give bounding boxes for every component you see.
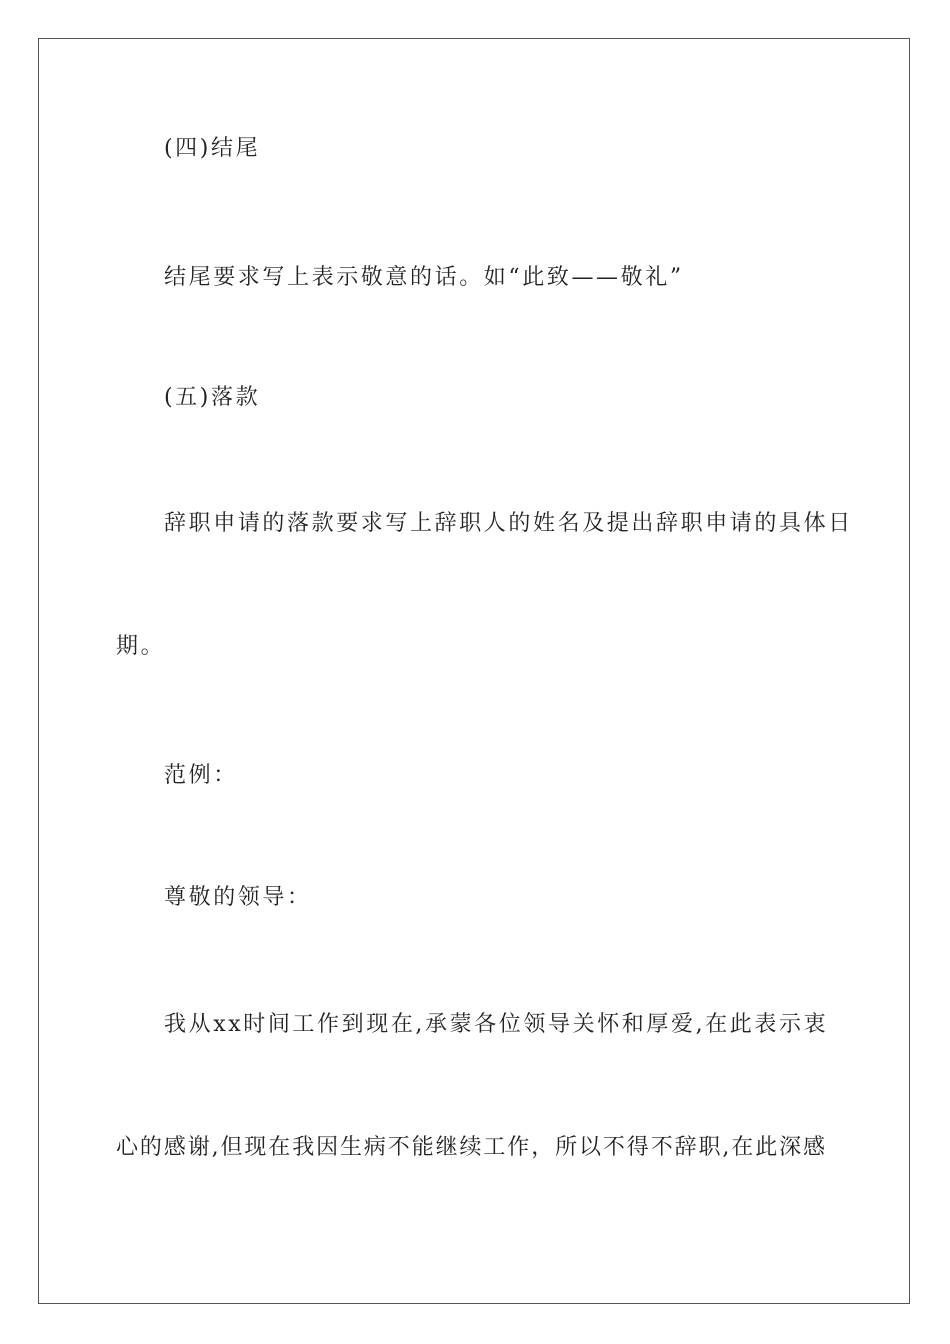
- signature-description-cont: 期。: [116, 634, 166, 659]
- page-frame: [38, 38, 910, 1304]
- signature-description: 辞职申请的落款要求写上辞职人的姓名及提出辞职申请的具体日: [164, 511, 853, 536]
- letter-salutation: 尊敬的领导：: [164, 885, 312, 910]
- closing-description: 结尾要求写上表示敬意的话。如“此致——敬礼”: [164, 265, 684, 290]
- section-heading-signature: (五)落款: [164, 385, 261, 410]
- example-label: 范例：: [164, 763, 238, 788]
- letter-body-line-1: 我从xx时间工作到现在,承蒙各位领导关怀和厚爱,在此表示衷: [164, 1012, 829, 1037]
- letter-body-line-2: 心的感谢,但现在我因生病不能继续工作，所以不得不辞职,在此深感: [116, 1135, 827, 1160]
- section-heading-closing: (四)结尾: [164, 136, 261, 161]
